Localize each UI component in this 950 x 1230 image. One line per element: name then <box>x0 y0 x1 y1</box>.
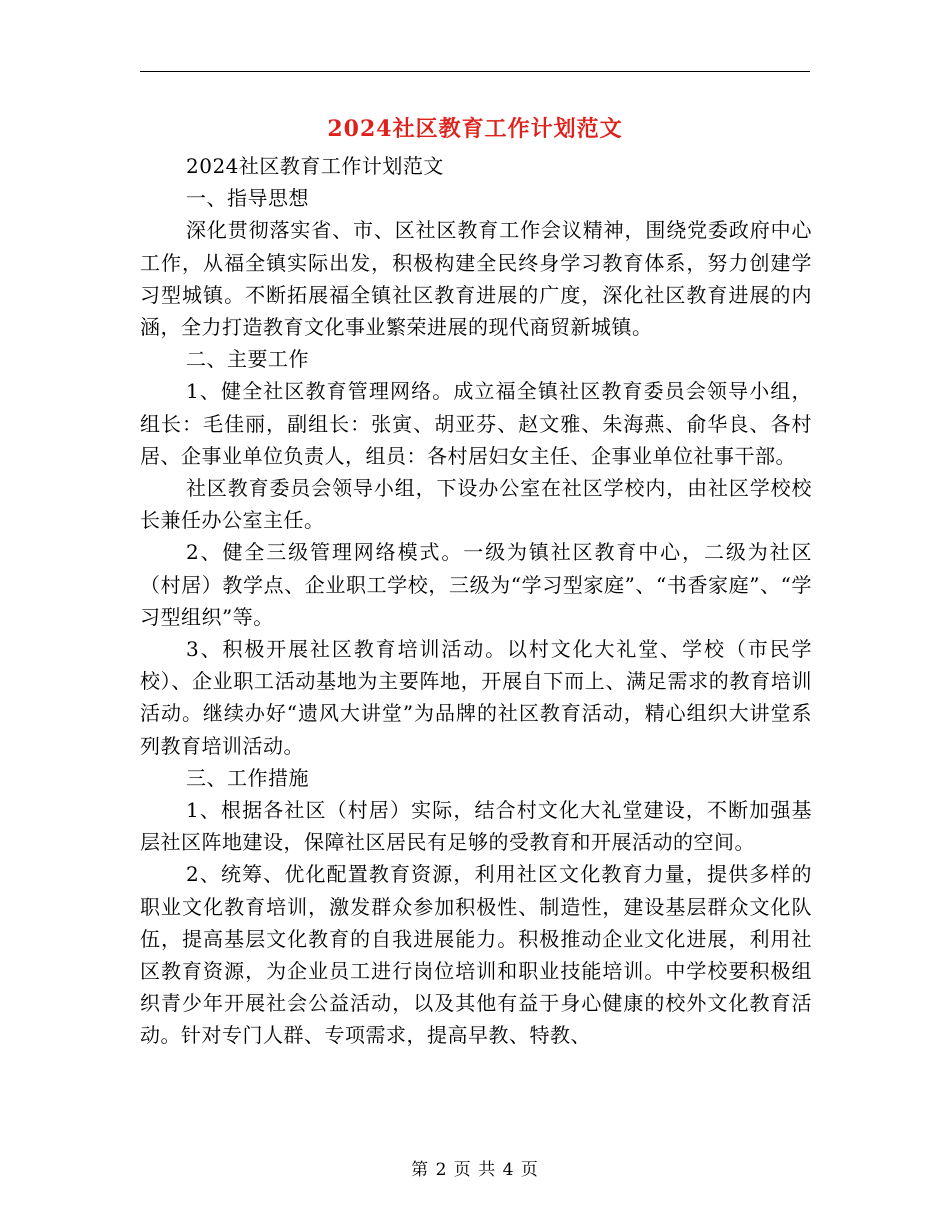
paragraph-main-work-2: 2、健全三级管理网络模式。一级为镇社区教育中心，二级为社区（村居）教学点、企业职工学校，三级为“学习型家庭”、“书香家庭”、“学习型组织”等。 <box>140 540 812 629</box>
paragraph-main-work-3: 3、积极开展社区教育培训活动。以村文化大礼堂、学校（市民学校）、企业职工活动基地为主要阵地，开展自下而上、满足需求的教育培训活动。继续办好“遗风大讲堂”为品牌的社区教育活动，精心组织大讲堂系列教育培训活动。 <box>140 637 812 758</box>
paragraph-guiding-ideology: 深化贯彻落实省、市、区社区教育工作会议精神，围绕党委政府中心工作，从福全镇实际出发，积极构建全民终身学习教育体系，努力创建学习型城镇。不断拓展福全镇社区教育进展的广度，深化社区教育进展的内涵，全力打造教育文化事业繁荣进展的现代商贸新城镇。 <box>140 218 812 340</box>
heading-guiding-ideology: 一、指导思想 <box>186 186 309 211</box>
page-number: 第 2 页 共 4 页 <box>411 1160 539 1180</box>
document-body <box>140 150 812 1052</box>
header-rule <box>140 71 810 72</box>
paragraph-main-work-office: 社区教育委员会领导小组，下设办公室在社区学校内，由社区学校校长兼任办公室主任。 <box>140 476 812 533</box>
heading-work-measures: 三、工作措施 <box>186 765 309 790</box>
paragraph-measures-1: 1、根据各社区（村居）实际，结合村文化大礼堂建设，不断加强基层社区阵地建设，保障社区居民有足够的受教育和开展活动的空间。 <box>140 798 812 855</box>
document-title: 2024社区教育工作计划范文 <box>327 116 623 142</box>
paragraph-doc-name: 2024社区教育工作计划范文 <box>186 154 444 178</box>
heading-main-work: 二、主要工作 <box>186 347 309 372</box>
paragraph-measures-2: 2、统筹、优化配置教育资源，利用社区文化教育力量，提供多样的职业文化教育培训，激发群众参加积极性、制造性，建设基层群众文化队伍，提高基层文化教育的自我进展能力。积极推动企业文化进展，利用社区教育资源，为企业员工进行岗位培训和职业技能培训。中学校要积极组织青少年开展社会公益活动，以及其他有益于身心健康的校外文化教育活动。针对专门人群、专项需求，提高早教、特教、 <box>140 862 812 1048</box>
paragraph-main-work-1: 1、健全社区教育管理网络。成立福全镇社区教育委员会领导小组，组长：毛佳丽，副组长：张寅、胡亚芬、赵文雅、朱海燕、俞华良、各村居、企事业单位负责人，组员：各村居妇女主任、企事业单位社事干部。 <box>140 379 812 468</box>
